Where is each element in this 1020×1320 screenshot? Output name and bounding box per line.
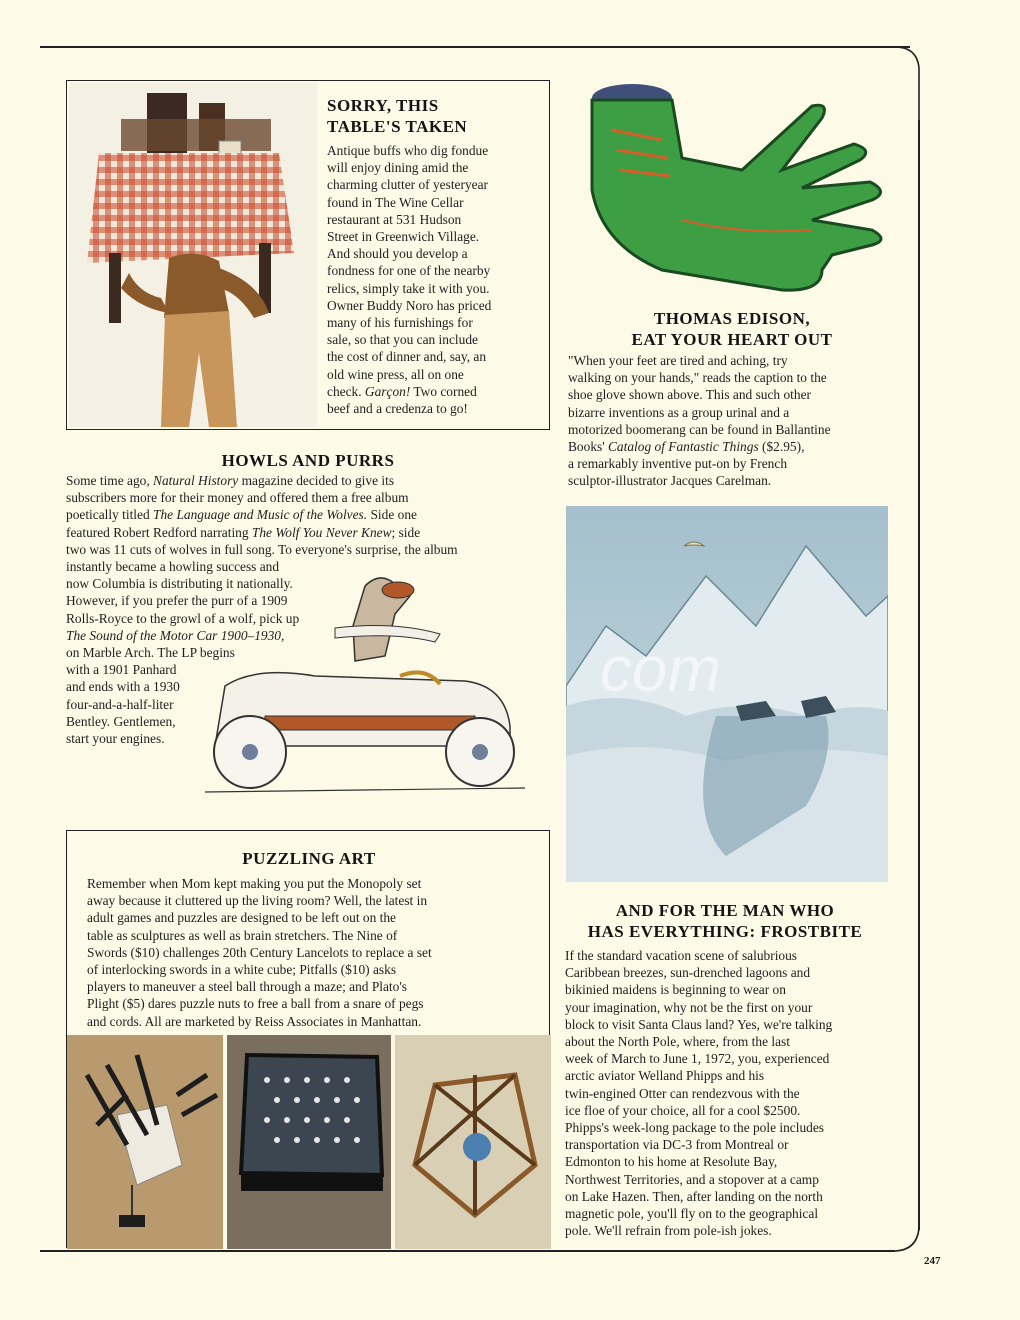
- frostbite-line: your imagination, why not be the first on your: [565, 999, 813, 1015]
- wolf-car-illustration: [195, 566, 535, 806]
- puzzling-line: Plight ($5) dares puzzle nuts to free a ball from a snare of pegs: [87, 996, 424, 1012]
- table-body-line: sale, so that you can include: [327, 332, 478, 348]
- platos-plight-photo: [395, 1035, 551, 1249]
- howls-line: subscribers more for their money and offered them a free album: [66, 490, 409, 506]
- howls-line: Some time ago, Natural History magazine decided to give its: [66, 473, 395, 488]
- frostbite-line: block to visit Santa Claus land? Yes, we're talking: [565, 1016, 833, 1032]
- frostbite-line: Phipps's week-long package to the pole includes: [565, 1120, 825, 1136]
- edison-body: [568, 352, 898, 490]
- howls-line: The Sound of the Motor Car 1900–1930,: [66, 627, 285, 643]
- page-number: 247: [924, 1255, 941, 1267]
- frostbite-body: [565, 947, 905, 1239]
- table-body-line: old wine press, all on one: [327, 366, 464, 382]
- howls-line: featured Robert Redford narrating The Wolf You Never Knew; side: [66, 524, 421, 540]
- table-body-line: charming clutter of yesteryear: [327, 177, 488, 193]
- howls-line: with a 1901 Panhard: [66, 662, 177, 678]
- table-body-line: relics, simply take it with you.: [327, 280, 490, 296]
- frostbite-line: twin-engined Otter can rendezvous with the: [565, 1085, 800, 1101]
- table-body-line: Street in Greenwich Village.: [327, 229, 480, 245]
- frostbite-line: Caribbean breezes, sun-drenched lagoons and: [565, 965, 811, 981]
- frostbite-line: ice floe of your choice, all for a cool $2500.: [565, 1102, 801, 1118]
- edison-heading-line-2: EAT YOUR HEART OUT: [631, 330, 833, 349]
- howls-heading: HOWLS AND PURRS: [221, 451, 395, 470]
- frostbite-line: arctic aviator Welland Phipps and his: [565, 1068, 765, 1084]
- frostbite-heading-line-1: AND FOR THE MAN WHO: [615, 901, 835, 920]
- edison-body-line: motorized boomerang can be found in Ballantine: [568, 421, 831, 437]
- table-body-line: Owner Buddy Noro has priced: [327, 297, 492, 313]
- frostbite-line: bikinied maidens is beginning to wear on: [565, 982, 786, 998]
- top-rule: [40, 46, 910, 48]
- frostbite-line: Edmonton to his home at Resolute Bay,: [565, 1154, 778, 1170]
- howls-line: two was 11 cuts of wolves in full song. To everyone's surprise, the album: [66, 541, 458, 557]
- pitfalls-photo: [227, 1035, 391, 1249]
- table-body-line: restaurant at 531 Hudson: [327, 211, 462, 227]
- puzzling-body: [87, 875, 537, 1030]
- table-body-line: beef and a credenza to go!: [327, 401, 468, 417]
- shoe-glove-illustration: [572, 70, 892, 310]
- frostbite-line: on Lake Hazen. Then, after landing on the north: [565, 1188, 823, 1204]
- table-heading-line-2: TABLE'S TAKEN: [327, 117, 468, 136]
- table-body-line: fondness for one of the nearby: [327, 263, 491, 279]
- frostbite-line: Northwest Territories, and a stopover at a camp: [565, 1171, 819, 1187]
- puzzling-line: players to maneuver a steel ball through a maze; and Plato's: [87, 979, 407, 995]
- howls-line: instantly became a howling success and: [66, 559, 280, 575]
- watermark: com: [600, 633, 721, 705]
- howls-line: four-and-a-half-liter: [66, 696, 174, 712]
- howls-line: Bentley. Gentlemen,: [66, 713, 176, 729]
- edison-body-line: sculptor-illustrator Jacques Carelman.: [568, 473, 772, 489]
- edison-heading-line-1: THOMAS EDISON,: [653, 309, 811, 328]
- edison-heading: [564, 308, 900, 350]
- howls-line: However, if you prefer the purr of a 1909: [66, 593, 288, 609]
- howls-line: start your engines.: [66, 731, 165, 747]
- table-body-line: will enjoy dining amid the: [327, 160, 469, 176]
- puzzling-line: and cords. All are marketed by Reiss Associates in Manhattan.: [87, 1013, 422, 1029]
- table-body-line-garcon: check. Garçon! Two corned: [327, 383, 477, 399]
- frostbite-line: about the North Pole, where, from the last: [565, 1034, 790, 1050]
- frostbite-line: If the standard vacation scene of salubrious: [565, 948, 798, 963]
- howls-line: and ends with a 1930: [66, 679, 180, 695]
- table-heading: [327, 95, 467, 137]
- puzzling-line: of interlocking swords in a white cube; Pitfalls ($10) asks: [87, 962, 397, 978]
- nine-of-swords-photo: [67, 1035, 223, 1249]
- puzzling-line: away because it cluttered up the living room? Well, the latest in: [87, 893, 428, 909]
- edison-body-line: a remarkably inventive put-on by French: [568, 456, 788, 472]
- frostbite-heading: [550, 900, 900, 942]
- frostbite-line: pole. We'll refrain from pole-ish jokes.: [565, 1223, 772, 1239]
- puzzling-box: [66, 830, 550, 1248]
- table-body: [327, 142, 547, 417]
- table-body-line: the cost of dinner and, say, an: [327, 349, 487, 365]
- table-body-line: Antique buffs who dig fondue: [327, 143, 489, 158]
- howls-line: on Marble Arch. The LP begins: [66, 645, 235, 661]
- howls-line: Rolls-Royce to the growl of a wolf, pick up: [66, 610, 300, 626]
- puzzling-heading: PUZZLING ART: [242, 849, 376, 868]
- edison-body-line-catalog: Books' Catalog of Fantastic Things ($2.95),: [568, 439, 805, 455]
- edison-body-line: walking on your hands," reads the caption to the: [568, 370, 827, 386]
- edison-body-line: shoe glove shown above. This and such other: [568, 387, 811, 403]
- puzzling-line: table as sculptures as well as brain stretchers. The Nine of: [87, 927, 398, 943]
- table-body-line: many of his furnishings for: [327, 315, 473, 331]
- table-body-line: And should you develop a: [327, 246, 468, 262]
- top-right-corner: [895, 46, 935, 126]
- howls-line: now Columbia is distributing it nationally.: [66, 576, 293, 592]
- frostbite-heading-line-2: HAS EVERYTHING: FROSTBITE: [587, 922, 863, 941]
- table-body-line: found in The Wine Cellar: [327, 194, 464, 210]
- table-article-box: [66, 80, 550, 430]
- table-heading-line-1: SORRY, THIS: [327, 96, 439, 115]
- right-rule: [918, 120, 920, 1230]
- edison-body-line: bizarre inventions as a group urinal and a: [568, 404, 790, 420]
- edison-body-line: "When your feet are tired and aching, try: [568, 353, 788, 368]
- puzzling-line: adult games and puzzles are designed to be left out on the: [87, 910, 396, 926]
- howls-line: poetically titled The Language and Music of the Wolves. Side one: [66, 507, 417, 523]
- bottom-rule: [40, 1250, 895, 1252]
- puzzling-line: Remember when Mom kept making you put the Monopoly set: [87, 876, 422, 891]
- frostbite-line: magnetic pole, you'll fly on to the geographical: [565, 1206, 819, 1222]
- frostbite-line: week of March to June 1, 1972, you, experienced: [565, 1051, 830, 1067]
- table-photo: [69, 83, 317, 427]
- frostbite-line: transportation via DC-3 from Montreal or: [565, 1137, 789, 1153]
- puzzling-line: Swords ($10) challenges 20th Century Lancelots to replace a set: [87, 944, 432, 960]
